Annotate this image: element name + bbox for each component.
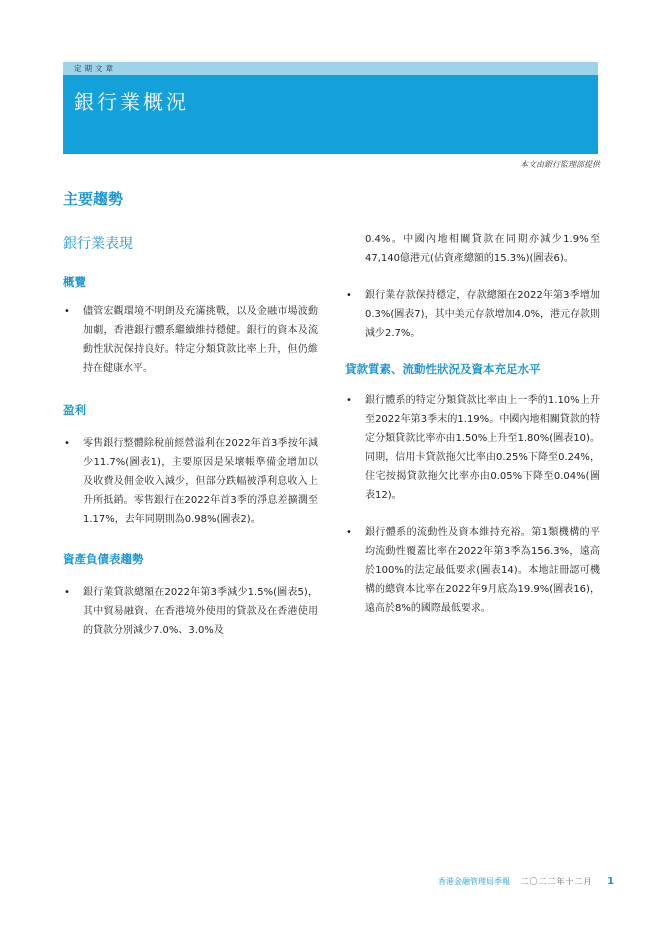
publication-name: 香港金融管理局季報 bbox=[438, 877, 510, 886]
heading-profit: 盈利 bbox=[63, 403, 86, 417]
heading-overview: 概覽 bbox=[63, 275, 86, 289]
bullet-icon: • bbox=[346, 527, 352, 538]
list-item bbox=[63, 583, 318, 640]
right-column bbox=[345, 230, 600, 618]
section-title-banking-performance: 銀行業表現 bbox=[63, 236, 133, 252]
continued-paragraph: 0.4%。中國內地相關貸款在同期亦減少1.9%至47,140億港元(佔資產總額的15.3%)(圖表6)。 bbox=[365, 234, 600, 264]
list-item bbox=[63, 434, 318, 529]
list-item bbox=[345, 391, 600, 505]
title-banner bbox=[63, 75, 598, 154]
bullet-text: 銀行業存款保持穩定，存款總額在2022年第3季增加0.3%(圖表7)，其中美元存款增加4.0%，港元存款則減少2.7%。 bbox=[365, 290, 600, 339]
bullet-icon: • bbox=[64, 306, 70, 317]
publication-date: 二〇二二年十二月 bbox=[520, 877, 593, 886]
heading-balance-sheet: 資產負債表趨勢 bbox=[63, 552, 144, 566]
heading-loan-quality: 貸款質素、流動性狀況及資本充足水平 bbox=[345, 362, 541, 376]
section-tag-bar bbox=[63, 62, 598, 75]
page-title: 銀行業概況 bbox=[74, 90, 189, 114]
bullet-text: 銀行體系的流動性及資本維持充裕。第1類機構的平均流動性覆蓋比率在2022年第3季為156.3%，遠高於100%的法定最低要求(圖表14)。本地註冊認可機構的總資本比率在2022年9月底為19.9%(圖表16)，遠高於8%的國際最低要求。 bbox=[365, 527, 600, 614]
page-number: 1 bbox=[607, 876, 615, 887]
bullet-icon: • bbox=[64, 438, 70, 449]
section-tag: 定期文章 bbox=[74, 64, 116, 73]
list-item bbox=[345, 523, 600, 618]
bullet-text: 銀行體系的特定分類貸款比率由上一季的1.10%上升至2022年第3季末的1.19%。中國內地相關貸款的特定分類貸款比率亦由1.50%上升至1.80%(圖表10)。同期，信用卡貸款拖欠比率由0.25%下降至0.24%，住宅按揭貸款拖欠比率亦由0.05%下降至0.04%(圖表12)。 bbox=[365, 395, 600, 501]
page-footer bbox=[438, 876, 614, 887]
bullet-text: 零售銀行整體除稅前經營溢利在2022年首3季按年減少11.7%(圖表1)，主要原因是呆壞帳準備金增加以及收費及佣金收入減少，但部分跌幅被淨利息收入上升所抵銷。零售銀行在2022年首3季的淨息差擴濶至1.17%，去年同期則為0.98%(圖表2)。 bbox=[83, 438, 318, 525]
bullet-icon: • bbox=[64, 587, 70, 598]
left-column bbox=[63, 230, 318, 640]
bullet-icon: • bbox=[346, 290, 352, 301]
bullet-text: 儘管宏觀環境不明朗及充滿挑戰，以及金融市場波動加劇，香港銀行體系繼續維持穩健。銀行的資本及流動性狀況保持良好。特定分類貸款比率上升，但仍維持在健康水平。 bbox=[83, 306, 318, 374]
list-item bbox=[63, 302, 318, 378]
list-item bbox=[345, 286, 600, 343]
bullet-text: 銀行業貸款總額在2022年第3季減少1.5%(圖表5)，其中貿易融資、在香港境外使用的貸款及在香港使用的貸款分別減少7.0%、3.0%及 bbox=[83, 587, 318, 636]
author-credit: 本文由銀行監理部提供 bbox=[520, 160, 600, 169]
bullet-icon: • bbox=[346, 395, 352, 406]
main-heading: 主要趨勢 bbox=[63, 190, 124, 208]
